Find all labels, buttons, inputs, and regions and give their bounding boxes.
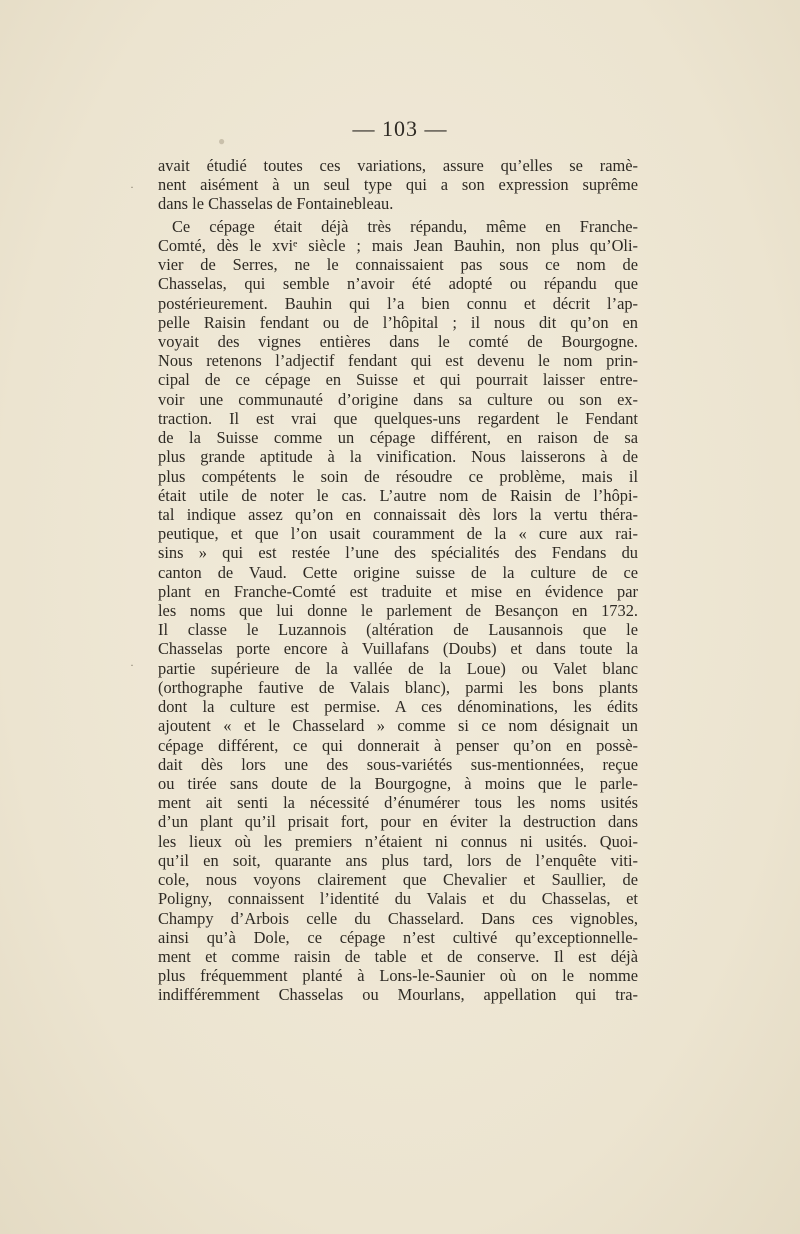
text-line: voyait des vignes entières dans le comté de Bourgogne. [158,331,638,351]
text-line: plus fréquemment planté à Lons-le-Saunier où on le nomme [158,966,638,986]
text-line: était utile de noter le cas. L’autre nom de Raisin de l’hôpi- [158,485,638,505]
page-number: — 103 — [352,116,448,141]
text-line: ment et comme raisin de table et de conserve. Il est déjà [158,946,638,966]
margin-speck: · [130,180,134,194]
text-line: vier de Serres, ne le connaissaient pas sous ce nom de [158,255,638,275]
text-line: dont la culture est permise. A ces dénominations, les édits [158,697,638,717]
text-line: de la Suisse comme un cépage différent, en raison de sa [158,428,638,448]
text-line: plus compétents le soin de résoudre ce problème, mais il [158,466,638,486]
text-line: Comté, dès le xviᵉ siècle ; mais Jean Bauhin, non plus qu’Oli- [158,235,638,255]
text-line: Chasselas, qui semble n’avoir été adopté ou répandu que [158,274,638,294]
text-line: Nous retenons l’adjectif fendant qui est devenu le nom prin- [158,351,638,371]
paragraph-2 [158,217,638,1005]
text-line: indifféremment Chasselas ou Mourlans, appellation qui tra- [158,985,638,1005]
text-line: (orthographe fautive de Valais blanc), parmi les bons plants [158,677,638,697]
text-line: Champy d’Arbois celle du Chasselard. Dans ces vignobles, [158,908,638,928]
text-line: ajoutent « et le Chasselard » comme si ce nom désignait un [158,716,638,736]
text-line: peutique, et que l’on usait couramment de la « cure aux rai- [158,524,638,544]
paper-stain: ● [218,134,226,148]
text-line: cépage différent, ce qui donnerait à penser qu’on en possè- [158,735,638,755]
text-line: plus grande aptitude à la vinification. Nous laisserons à de [158,447,638,467]
text-line: tal indique assez qu’on en connaissait dès lors la vertu théra- [158,504,638,524]
text-line: pelle Raisin fendant ou de l’hôpital ; il nous dit qu’on en [158,312,638,332]
text-line: qu’il en soit, quarante ans plus tard, lors de l’enquête viti- [158,850,638,870]
text-line: dans le Chasselas de Fontainebleau. [158,194,394,214]
text-line: ment ait senti la nécessité d’énumérer tous les noms usités [158,793,638,813]
text-line: cole, nous voyons clairement que Chevalier et Saullier, de [158,870,638,890]
text-line: sins » qui est restée l’une des spécialités des Fendans du [158,543,638,563]
text-line: dait dès lors une des sous-variétés sus-mentionnées, reçue [158,754,638,774]
margin-speck: · [130,658,134,672]
paragraph-1 [158,156,638,214]
text-line: Il classe le Luzannois (altération de Lausannois que le [158,620,638,640]
text-line: les noms que lui donne le parlement de Besançon en 1732. [158,601,638,621]
text-line: voir une communauté d’origine dans sa culture ou son ex- [158,389,638,409]
text-line: Poligny, connaissent l’identité du Valais et du Chasselas, et [158,889,638,909]
text-line: traction. Il est vrai que quelques-uns regardent le Fendant [158,408,638,428]
text-line: d’un plant qu’il prisait fort, pour en éviter la destruction dans [158,812,638,832]
text-line: les lieux où les premiers n’étaient ni connus ni usités. Quoi- [158,831,638,851]
text-line: avait étudié toutes ces variations, assure qu’elles se ramè- [158,156,638,175]
text-line: nent aisément à un seul type qui a son expression suprême [158,175,638,195]
body-text [158,156,638,1005]
text-line: partie supérieure de la vallée de la Loue) ou Valet blanc [158,658,638,678]
text-line: plant en Franche-Comté est traduite et mise en évidence par [158,581,638,601]
text-line: cipal de ce cépage en Suisse et qui pourrait laisser entre- [158,370,638,390]
text-line: ou tirée sans doute de la Bourgogne, à moins que le parle- [158,774,638,793]
text-line: Chasselas porte encore à Vuillafans (Doubs) et dans toute la [158,639,638,659]
text-line: Ce cépage était déjà très répandu, même en Franche- [172,216,638,236]
text-line: canton de Vaud. Cette origine suisse de la culture de ce [158,562,638,582]
text-line: ainsi qu’à Dole, ce cépage n’est cultivé qu’exceptionnelle- [158,927,638,947]
text-line: postérieurement. Bauhin qui l’a bien connu et décrit l’ap- [158,293,638,313]
